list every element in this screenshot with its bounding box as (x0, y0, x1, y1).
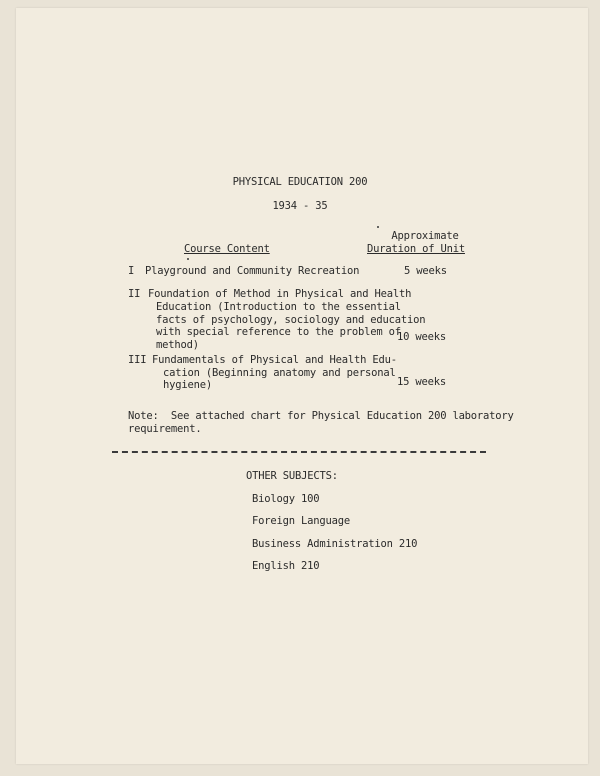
item-duration: 10 weeks (397, 331, 446, 343)
academic-year: 1934 - 35 (272, 200, 328, 212)
item-line: cation (Beginning anatomy and personal (163, 367, 396, 379)
item-duration: 5 weeks (404, 265, 447, 277)
item-line: Playground and Community Recreation (145, 265, 360, 277)
subject-item: Business Administration 210 (252, 538, 418, 550)
typewriter-mark (377, 226, 379, 228)
subject-item: Biology 100 (252, 493, 320, 505)
item-line: hygiene) (163, 379, 212, 391)
item-numeral: III (128, 354, 147, 366)
item-line: Education (Introduction to the essential (156, 301, 401, 313)
dashed-divider (112, 451, 486, 453)
item-line: method) (156, 339, 199, 351)
document-page (16, 8, 588, 764)
item-line: with special reference to the problem of (156, 326, 401, 338)
item-numeral: I (128, 265, 135, 277)
subject-item: English 210 (252, 560, 320, 572)
item-line: Foundation of Method in Physical and Health (148, 288, 412, 300)
course-content-header: Course Content (184, 243, 270, 255)
item-numeral: II (128, 288, 141, 300)
note-line: Note: See attached chart for Physical Education 200 laboratory (128, 410, 514, 422)
other-subjects-heading: OTHER SUBJECTS: (246, 470, 338, 482)
document-title: PHYSICAL EDUCATION 200 (232, 176, 368, 188)
note-line: requirement. (128, 423, 202, 435)
duration-header-line2: Duration of Unit (367, 243, 465, 255)
item-duration: 15 weeks (397, 376, 446, 388)
item-line: Fundamentals of Physical and Health Edu- (152, 354, 397, 366)
item-line: facts of psychology, sociology and education (156, 314, 426, 326)
subject-item: Foreign Language (252, 515, 350, 527)
duration-header-line1: Approximate (391, 230, 459, 242)
typewriter-mark (187, 258, 189, 260)
